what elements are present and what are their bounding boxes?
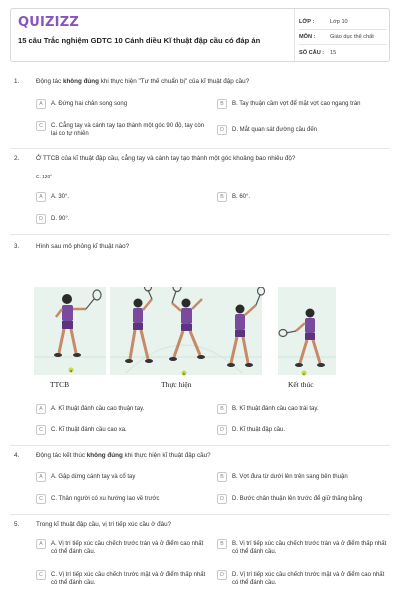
figure-caption: Thực hiện — [161, 380, 192, 389]
option-text: D. Kĩ thuật đập cầu. — [232, 427, 286, 433]
option-letter-box: C — [36, 494, 46, 504]
option-letter-box: B — [217, 404, 227, 414]
option-d[interactable] — [217, 571, 387, 587]
meta-label: MÔN : — [299, 34, 316, 40]
question-number: 4. — [14, 452, 20, 459]
option-text: C. Thân người có xu hướng lao về trước — [51, 496, 160, 502]
option-letter-box: A — [36, 99, 46, 109]
question-number: 1. — [14, 78, 20, 85]
question-divider — [10, 445, 390, 446]
question-divider — [10, 234, 390, 235]
option-text: B. Kĩ thuật đánh cầu cao trái tay. — [232, 406, 319, 412]
option-text: A. Kĩ thuật đánh cầu cao thuận tay. — [51, 406, 145, 412]
frame-marker-label: a — [70, 369, 72, 373]
option-text: D. Bước chân thuận lên trước để giữ thăng bằng — [232, 496, 363, 502]
meta-row-count — [299, 45, 387, 60]
option-letter-box: B — [217, 192, 227, 202]
option-text: B. 60°. — [232, 194, 251, 200]
question-divider — [10, 514, 390, 515]
option-letter-box: A — [36, 192, 46, 202]
badminton-smash-illustration — [34, 287, 336, 391]
option-letter-box: A — [36, 404, 46, 414]
meta-value: Giáo dục thể chất — [330, 34, 374, 40]
option-text: D. 90°. — [51, 216, 70, 222]
option-b[interactable] — [217, 193, 250, 202]
meta-value: Lớp 10 — [330, 19, 348, 25]
question-text-post: khi thực hiện "Tư thế chuẩn bị" của kĩ thuật đập cầu? — [98, 78, 250, 85]
question-number: 5. — [14, 521, 20, 528]
option-text: C. Kĩ thuật đánh cầu cao xa. — [51, 427, 127, 433]
option-letter-box: A — [36, 472, 46, 482]
meta-table — [299, 15, 387, 60]
question-text: Ở TTCB của kĩ thuật đập cầu, cẳng tay và cánh tay tạo thành một góc khoảng bao nhiêu độ? — [36, 155, 296, 162]
question-number: 2. — [14, 155, 20, 162]
option-text: B. Vị trí tiếp xúc cầu chếch trước trán và ở điểm thấp nhất có thể đánh cầu. — [232, 541, 387, 555]
option-a[interactable] — [36, 193, 69, 202]
option-letter-box: D — [217, 425, 227, 435]
frame-marker-label: c — [303, 372, 305, 376]
meta-row-class — [299, 15, 387, 30]
question-text: Trong kĩ thuật đập cầu, vị trí tiếp xúc cầu ở đâu? — [36, 521, 172, 528]
option-letter-box: B — [217, 472, 227, 482]
option-d[interactable] — [217, 495, 362, 504]
option-b[interactable] — [217, 100, 361, 109]
option-text: B. Tay thuận cầm vợt để mặt vợt cao ngang trán — [232, 101, 361, 107]
option-letter-box: A — [36, 539, 46, 549]
meta-row-subject — [299, 30, 387, 45]
option-c[interactable] — [36, 571, 211, 587]
option-c[interactable] — [36, 426, 127, 435]
figure-caption: TTCB — [50, 380, 70, 389]
option-text: A. Vị trí tiếp xúc cầu chếch trước trán và ở điểm cao nhất có thể đánh cầu. — [51, 541, 204, 555]
option-text: A. 30°. — [51, 194, 70, 200]
meta-label: LỚP : — [299, 19, 315, 25]
question-divider — [10, 148, 390, 149]
option-letter-box: D — [217, 494, 227, 504]
question-number: 3. — [14, 243, 20, 250]
question-text-emphasis: không đúng — [86, 452, 123, 459]
question-text: Hình sau mô phỏng kĩ thuật nào? — [36, 243, 130, 250]
meta-label: SỐ CÂU : — [299, 49, 325, 56]
option-letter-box: D — [217, 570, 227, 580]
question-text-emphasis: không đúng — [62, 78, 99, 85]
worksheet-header — [10, 8, 390, 62]
question-text — [36, 452, 386, 460]
option-text: A. Đứng hai chân song song — [51, 101, 128, 107]
option-c[interactable] — [36, 495, 159, 504]
question-text-pre: Động tác kết thúc — [36, 452, 87, 459]
option-text: D. Vị trí tiếp xúc cầu chếch trước mặt và ở điểm cao nhất có thể đánh cầu. — [232, 572, 385, 586]
option-a[interactable] — [36, 473, 135, 482]
option-text: C. Cẳng tay và cánh tay tạo thành một góc 90 độ, tay còn lại co tự nhiên — [51, 123, 205, 137]
option-letter-box: C — [36, 121, 46, 131]
option-letter-box: B — [217, 539, 227, 549]
question-text — [36, 78, 386, 86]
option-d[interactable] — [217, 126, 317, 135]
option-text: C. Vị trí tiếp xúc cầu chếch trước mặt và ở điểm thấp nhất có thể đánh cầu. — [51, 572, 206, 586]
quizizz-logo: QUIZIZZ — [18, 15, 79, 30]
option-b[interactable] — [217, 473, 348, 482]
option-a[interactable] — [36, 540, 211, 556]
option-a[interactable] — [36, 100, 127, 109]
frame-marker-label: b — [183, 372, 185, 376]
option-text: B. Vợt đưa từ dưới lên trên sang bên thuận — [232, 474, 348, 480]
figure-caption: Kết thúc — [288, 380, 314, 389]
option-letter-box: D — [36, 214, 46, 224]
option-d[interactable] — [217, 426, 285, 435]
question-note: C. 120° — [36, 175, 53, 180]
option-letter-box: B — [217, 99, 227, 109]
technique-figure — [34, 287, 336, 391]
option-b[interactable] — [217, 540, 387, 556]
question-text-post: khi thực hiện kĩ thuật đập cầu? — [122, 452, 211, 459]
question-text-pre: Động tác — [36, 78, 63, 85]
option-letter-box: C — [36, 425, 46, 435]
option-b[interactable] — [217, 405, 319, 414]
option-c[interactable] — [36, 122, 211, 138]
meta-value: 15 — [330, 49, 337, 56]
option-d[interactable] — [36, 215, 69, 224]
option-letter-box: C — [36, 570, 46, 580]
option-text: A. Gập dừng cánh tay và cổ tay — [51, 474, 136, 480]
header-divider — [294, 9, 295, 61]
page-title: 15 câu Trắc nghiệm GDTC 10 Cánh diều Kĩ thuật đập cầu có đáp án — [18, 36, 261, 45]
option-letter-box: D — [217, 125, 227, 135]
option-a[interactable] — [36, 405, 144, 414]
option-text: D. Mắt quan sát đường cầu đến — [232, 127, 318, 133]
